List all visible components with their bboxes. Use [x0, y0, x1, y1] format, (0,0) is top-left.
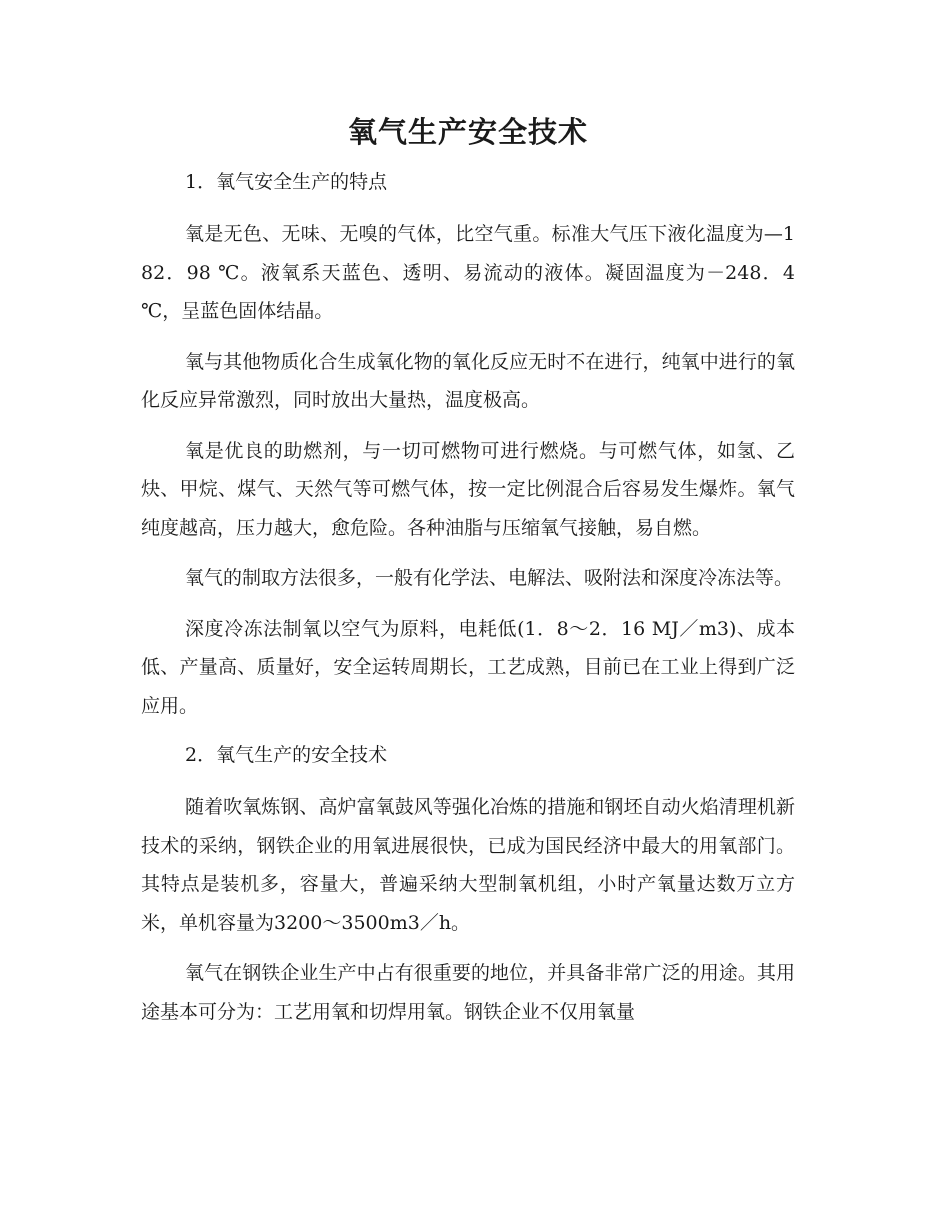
section-heading-1: 1．氧气安全生产的特点 — [185, 171, 388, 193]
document-title: 氧气生产安全技术 — [347, 115, 588, 149]
paragraph-7: 氧气在钢铁企业生产中占有很重要的地位，并具备非常广泛的用途。其用途基本可分为：工艺用氧和切焊用氧。钢铁企业不仅用氧量 — [141, 962, 795, 1023]
paragraph-3: 氧是优良的助燃剂，与一切可燃物可进行燃烧。与可燃气体，如氢、乙炔、甲烷、煤气、天然气等可燃气体，按一定比例混合后容易发生爆炸。氧气纯度越高，压力越大，愈危险。各种油脂与压缩氧气接触，易自燃。 — [141, 439, 795, 539]
paragraph-4: 氧气的制取方法很多，一般有化学法、电解法、吸附法和深度冷冻法等。 — [185, 567, 794, 589]
section-heading-2: 2．氧气生产的安全技术 — [185, 744, 388, 766]
paragraph-1: 氧是无色、无味、无嗅的气体，比空气重。标准大气压下液化温度为—182．98 ℃。液氧系天蓝色、透明、易流动的液体。凝固温度为－248．4 ℃，呈蓝色固体结晶。 — [141, 223, 795, 322]
paragraph-6: 随着吹氧炼钢、高炉富氧鼓风等强化冶炼的措施和钢坯自动火焰清理机新技术的采纳，钢铁企业的用氧进展很快，已成为国民经济中最大的用氧部门。其特点是装机多，容量大，普遍采纳大型制氧机组，小时产氧量达数万立方米，单机容量为3200～3500m3／h。 — [141, 796, 795, 934]
paragraph-5: 深度冷冻法制氧以空气为原料，电耗低(1．8～2．16 MJ／m3)、成本低、产量高、质量好，安全运转周期长，工艺成熟，目前已在工业上得到广泛应用。 — [141, 617, 795, 717]
paragraph-2: 氧与其他物质化合生成氧化物的氧化反应无时不在进行，纯氧中进行的氧化反应异常激烈，同时放出大量热，温度极高。 — [141, 350, 795, 411]
document-page — [141, 108, 795, 1043]
